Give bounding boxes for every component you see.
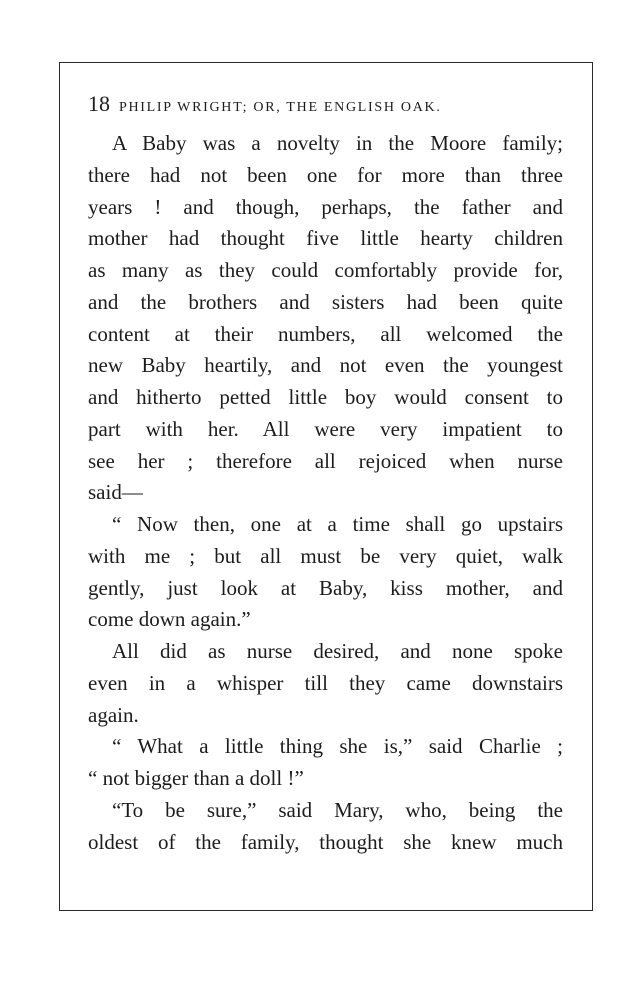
text-line: A Baby was a novelty in the Moore family; — [112, 131, 563, 155]
text-line: “To be sure,” said Mary, who, being the — [112, 797, 563, 822]
body-text — [88, 128, 563, 858]
text-line: “ What a little thing she is,” said Charlie ; — [112, 734, 563, 759]
text-line: All did as nurse desired, and none spoke — [112, 639, 563, 663]
text-line: oldest of the family, thought she knew much — [88, 829, 563, 854]
text-line: again. — [88, 702, 139, 727]
text-line: there had not been one for more than three — [88, 162, 563, 187]
text-line: “ Now then, one at a time shall go upstairs — [112, 512, 563, 536]
text-line: content at their numbers, all welcomed the — [88, 321, 563, 346]
running-head: PHILIP WRIGHT; OR, THE ENGLISH OAK. — [119, 100, 442, 115]
text-line: even in a whisper till they came downstairs — [88, 670, 563, 695]
text-line: see her ; therefore all rejoiced when nurse — [88, 448, 563, 473]
page-number: 18 — [88, 91, 110, 116]
text-line: and hitherto petted little boy would consent to — [88, 385, 563, 409]
page-header — [88, 91, 568, 117]
text-line: “ not bigger than a doll !” — [88, 766, 304, 790]
text-line: come down again.” — [88, 607, 251, 632]
text-line: years ! and though, perhaps, the father and — [88, 194, 563, 219]
text-line: gently, just look at Baby, kiss mother, and — [88, 575, 563, 600]
text-line: new Baby heartily, and not even the youngest — [88, 353, 563, 378]
text-line: as many as they could comfortably provide for, — [88, 258, 563, 282]
text-line: said— — [88, 480, 143, 505]
text-line: part with her. All were very impatient to — [88, 416, 563, 441]
text-line: mother had thought five little hearty children — [88, 226, 563, 251]
text-line: with me ; but all must be very quiet, walk — [88, 543, 563, 568]
text-line: and the brothers and sisters had been quite — [88, 289, 563, 314]
